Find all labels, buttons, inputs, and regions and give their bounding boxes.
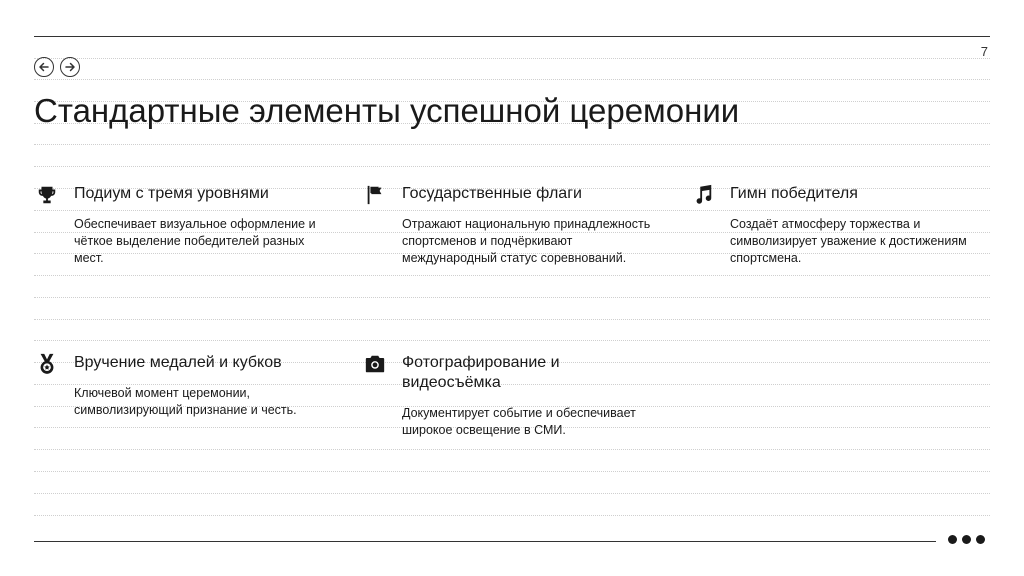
card-text: Обеспечивает визуальное оформление и чёткое выделение победителей разных мест. — [74, 217, 316, 265]
music-note-icon — [692, 184, 714, 206]
camera-icon — [364, 353, 386, 375]
card-heading: Государственные флаги — [402, 185, 582, 202]
card-podium — [36, 184, 336, 267]
page-number: 7 — [980, 44, 988, 59]
prev-slide-button[interactable] — [34, 57, 54, 77]
card-text: Отражают национальную принадлежность спортсменов и подчёркивают международный статус соревнований. — [402, 217, 651, 265]
card-photo — [364, 353, 664, 439]
bottom-rule — [34, 541, 936, 542]
card-text: Ключевой момент церемонии, символизирующий признание и честь. — [74, 386, 297, 417]
arrow-left-icon — [38, 61, 50, 73]
card-flags — [364, 184, 664, 267]
card-heading: Фотографирование и видеосъёмка — [402, 354, 560, 391]
dot-icon — [976, 535, 985, 544]
card-heading: Вручение медалей и кубков — [74, 354, 282, 371]
card-text: Создаёт атмосферу торжества и символизирует уважение к достижениям спортсмена. — [730, 217, 967, 265]
more-options-button[interactable] — [948, 535, 985, 544]
card-medals — [36, 353, 336, 419]
top-rule — [34, 36, 990, 37]
card-text: Документирует событие и обеспечивает широкое освещение в СМИ. — [402, 406, 636, 437]
card-anthem — [692, 184, 992, 267]
dot-icon — [962, 535, 971, 544]
arrow-right-icon — [64, 61, 76, 73]
card-heading: Подиум с тремя уровнями — [74, 185, 269, 202]
dot-icon — [948, 535, 957, 544]
flag-icon — [364, 184, 386, 206]
next-slide-button[interactable] — [60, 57, 80, 77]
slide-navigation — [34, 57, 80, 77]
card-heading: Гимн победителя — [730, 185, 858, 202]
medal-icon — [36, 353, 58, 375]
slide-title: Стандартные элементы успешной церемонии — [34, 92, 740, 129]
trophy-icon — [36, 184, 58, 206]
